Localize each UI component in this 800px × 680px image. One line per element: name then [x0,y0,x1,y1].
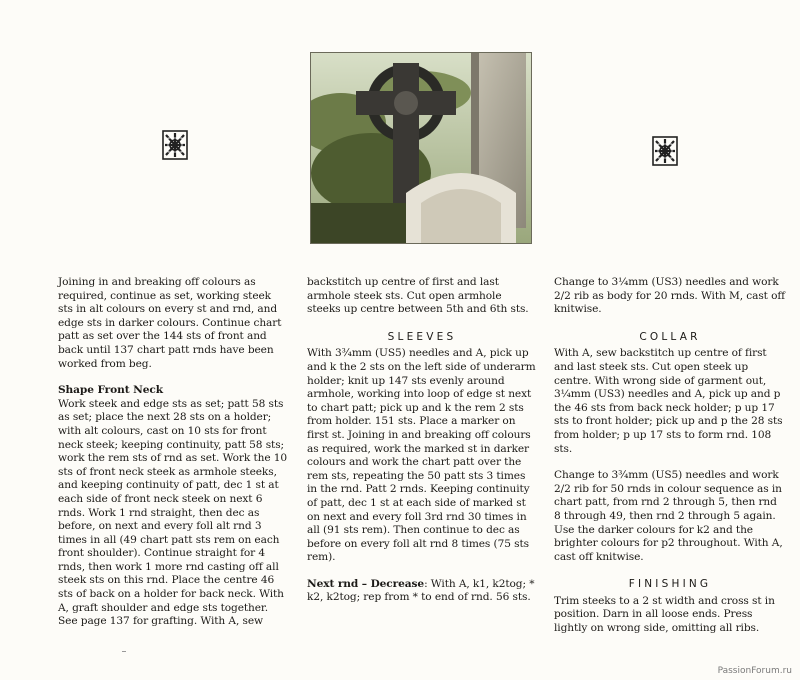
footer-mark [122,651,126,652]
column-3 [554,276,786,636]
next-rnd-label: Next rnd – Decrease [307,577,425,590]
celtic-knot-icon [652,136,678,166]
body-paragraph: Change to 3¾mm (US5) needles and work 2/2 rib for 50 rnds in colour sequence as in chart patt, from rnd 2 through 5, then rnd 8 through 49, then rnd 2 through 5 again. Use the darker colours for k2 and the brighter colours for p2 throughout. With A, cast off knitwise. [554,469,783,563]
section-heading-finishing: FINISHING [628,578,712,591]
body-paragraph: Trim steeks to a 2 st width and cross st in position. Darn in all loose ends. Press lightly on wrong side, omitting all ribs. [554,594,775,635]
body-paragraph: With 3¾mm (US5) needles and A, pick up and k the 2 sts on the left side of underarm holder; knit up 147 sts evenly around armhole, working into loop of edge st next to chart patt; pick up and k the rem 2 sts from holder. 151 sts. Place a marker on first st. Joining in and breaking off colours as required, work the marked st in darker colours and work the chart patt over the rem sts, repeating the 50 patt sts 3 times in the rnd. Patt 2 rnds. Keeping continuity of patt, dec 1 st at each side of marked st on next and every foll 3rd rnd 30 times in all (91 sts rem). Then continue to dec as before on every foll alt rnd 8 times (75 sts rem). [307,347,536,564]
body-paragraph: Change to 3¼mm (US3) needles and work 2/2 rib as body for 20 rnds. With M, cast off knitwise. [554,276,785,316]
column-1 [58,276,288,629]
watermark: PassionForum.ru [717,666,792,676]
body-paragraph: Work steek and edge sts as set; patt 58 sts as set; place the next 28 sts on a holder; with alt colours, cast on 10 sts for front neck steek; keeping continuity, patt 58 sts; work the rem sts of rnd as set. Work the 10 sts of front neck steek as armhole steeks, and keeping continuity of patt, dec 1 st at each side of front neck steek on next 6 rnds. Work 1 rnd straight, then dec as before, on next and every foll alt rnd 3 times in all (49 chart patt sts rem on each front shoulder). Continue straight for 4 rnds, then work 1 more rnd casting off all steek sts on this rnd. Place the centre 46 sts of back on a holder for back neck. With A, graft shoulder and edge sts together. See page 137 for grafting. With A, sew [58,397,288,628]
column-2 [307,276,537,605]
body-paragraph: Joining in and breaking off colours as required, continue as set, working steek sts in alt colours on every st and rnd, and edge sts in darker colours. Continue chart patt as set over the 144 sts of front and back until 137 chart patt rnds have been worked from beg. [58,276,282,370]
celtic-cross-photo [310,52,532,244]
section-heading-sleeves: SLEEVES [387,330,457,343]
section-heading-shape-front-neck: Shape Front Neck [58,384,163,397]
body-paragraph: With A, sew backstitch up centre of first and last steek sts. Cut open steek up centre. With wrong side of garment out, 3¼mm (US3) needles and A, pick up and p the 46 sts from back neck holder; p up 17 sts to front holder; pick up and p the 28 sts from holder; p up 17 sts to form rnd. 108 sts. [554,347,783,455]
celtic-knot-icon [162,130,188,160]
section-heading-collar: COLLAR [639,330,701,343]
next-rnd-text: : With A, k1, k2tog; * k2, k2tog; rep from * to end of rnd. 56 sts. [307,577,535,604]
body-paragraph-next-rnd [307,578,537,605]
body-paragraph: backstitch up centre of first and last armhole steek sts. Cut open armhole steeks up centre between 5th and 6th sts. [307,276,529,316]
